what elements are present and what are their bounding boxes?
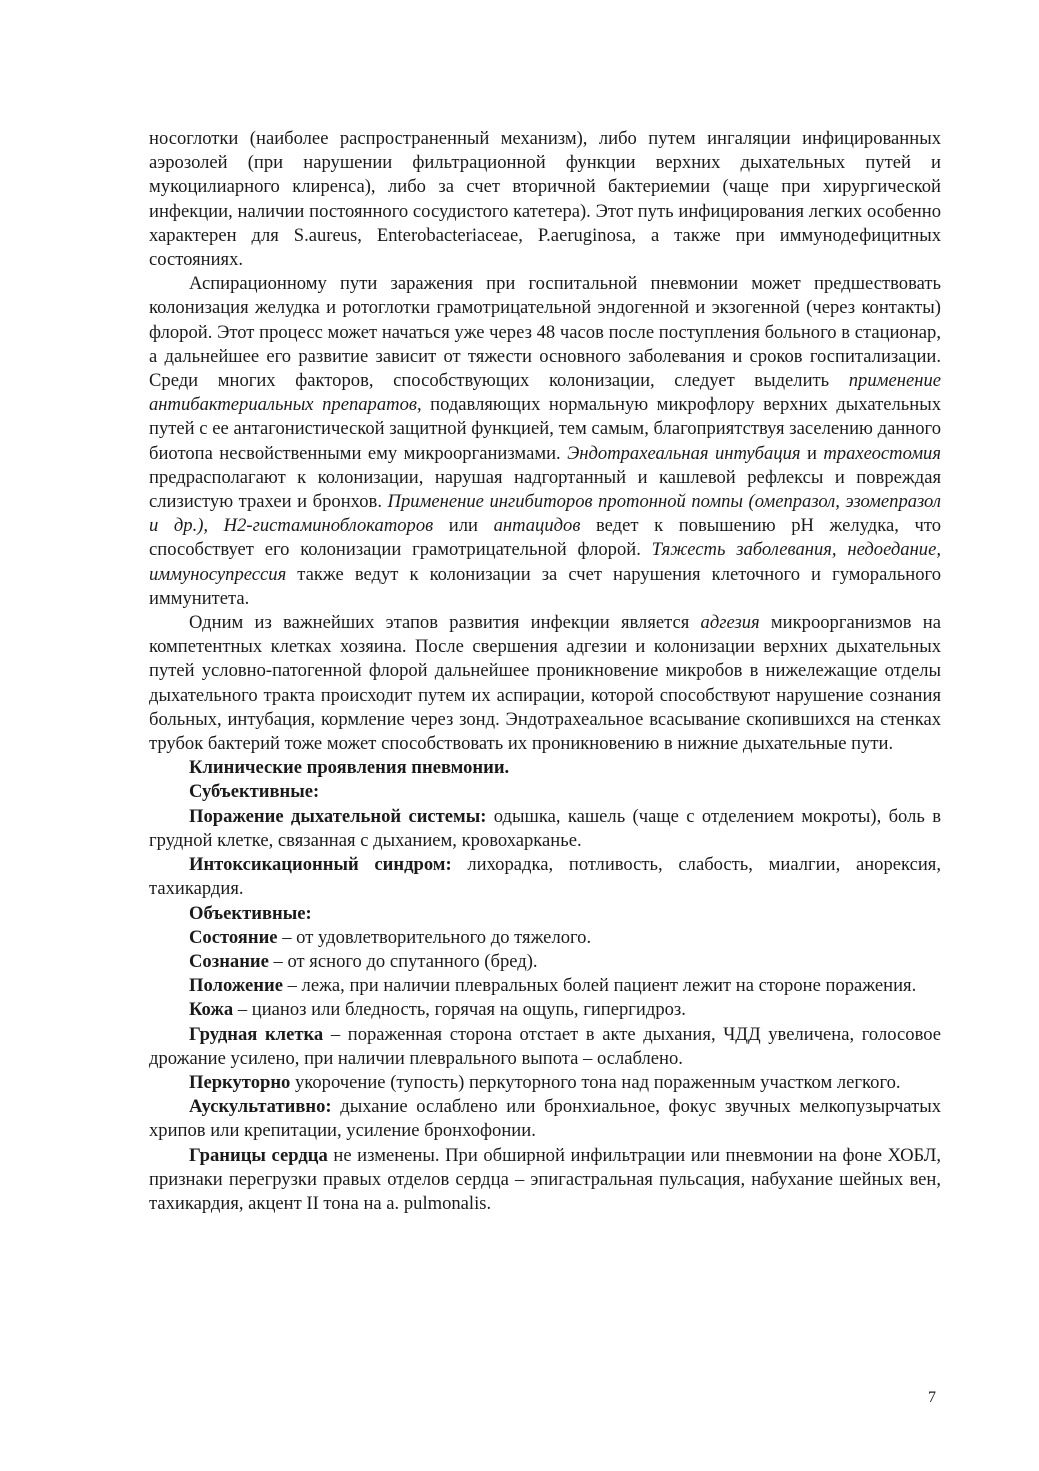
text: – лежа, при наличии плевральных болей пациент лежит на стороне поражения. bbox=[282, 975, 917, 997]
item-percussion bbox=[149, 1071, 941, 1095]
item-chest bbox=[149, 1023, 941, 1071]
text: лихорадка, потливость, слабость, миалгии, анорексия, тахикардия. bbox=[149, 854, 941, 900]
term: Аускультативно: bbox=[189, 1096, 332, 1118]
paragraph-infection-routes: носоглотки (наиболее распространенный механизм), либо путем ингаляции инфицированных аэрозолей (при нарушении фильтрационной функции верхних дыхательных путей и мукоцилиарного клиренса), либо за счет вторичной бактериемии (чаще при хирургической инфекции, наличии постоянного сосудистого катетера). Этот путь инфицирования легких особенно характерен для S.aureus, Enterobacteriaceae, P.aeruginosa, а также при иммунодефицитных состояниях. bbox=[149, 128, 941, 271]
heading-clinical: Клинические проявления пневмонии. bbox=[189, 757, 510, 779]
term: Состояние bbox=[189, 926, 278, 948]
text: Аспирационному пути заражения при госпитальной пневмонии может предшествовать колонизация желудка и ротоглотки грамотрицательной эндогенной и экзогенной (через контакты) флорой. Этот процесс может начаться уже через 48 часов после поступления больного в стационар, а дальнейшее его развитие зависит от тяжести основного заболевания и сроков госпитализации. Среди многих факторов, способствующих колонизации, следует выделить bbox=[149, 273, 941, 392]
item-intoxication bbox=[149, 853, 941, 901]
text: укорочение (тупость) перкуторного тона над пораженным участком легкого. bbox=[290, 1071, 901, 1093]
text: ведет к повышению pH желудка, что способствует его колонизации грамотрицательной флорой. bbox=[149, 515, 941, 561]
item-skin bbox=[149, 998, 941, 1022]
term: Границы сердца bbox=[189, 1144, 328, 1166]
item-position bbox=[149, 974, 941, 998]
text: – цианоз или бледность, горячая на ощупь, гипергидроз. bbox=[233, 999, 686, 1021]
term: Поражение дыхательной системы: bbox=[189, 805, 487, 827]
term: Грудная клетка bbox=[189, 1023, 324, 1045]
text: – пораженная сторона отстает в акте дыхания, ЧДД увеличена, голосовое дрожание усилено, при наличии плеврального выпота – ослаблено. bbox=[149, 1023, 942, 1069]
emphasis: антацидов bbox=[493, 515, 581, 537]
emphasis: Эндотрахеальная интубация bbox=[567, 442, 801, 464]
text: , подавляющих нормальную микрофлору верхних дыхательных путей с ее антагонистической защитной функцией, тем самым, благоприятствуя заселению данного биотопа несвойственными ему микроорганизмами. bbox=[149, 394, 941, 464]
heading-subjective: Субъективные: bbox=[189, 781, 320, 803]
text: одышка, кашель (чаще с отделением мокроты), боль в грудной клетке, связанная с дыханием, кровохарканье. bbox=[149, 805, 941, 851]
item-respiratory bbox=[149, 805, 941, 853]
emphasis: Тяжесть заболевания, недоедание, иммуносупрессия bbox=[149, 539, 941, 585]
term: Интоксикационный синдром: bbox=[189, 854, 452, 876]
term: Сознание bbox=[189, 950, 269, 972]
emphasis: трахеостомия bbox=[823, 442, 941, 464]
text: и bbox=[800, 442, 824, 464]
text: также ведут к колонизации за счет нарушения клеточного и гуморального иммунитета. bbox=[149, 563, 941, 609]
term: Кожа bbox=[189, 999, 234, 1021]
text: микроорганизмов на компетентных клетках хозяина. После свершения адгезии и колонизации верхних дыхательных путей условно-патогенной флорой дальнейшее проникновение микробов в нижележащие отделы дыхательного тракта происходит путем их аспирации, которой способствуют нарушение сознания больных, интубация, кормление через зонд. Эндотрахеальное всасывание скопившихся на стенках трубок бактерий тоже может способствовать их проникновению в нижние дыхательные пути. bbox=[149, 612, 941, 755]
paragraph-aspiration bbox=[149, 272, 941, 611]
item-consciousness bbox=[149, 950, 941, 974]
text: – от ясного до спутанного (бред). bbox=[268, 950, 538, 972]
paragraph-adhesion bbox=[149, 611, 941, 756]
text: предрасполагают к колонизации, нарушая надгортанный и кашлевой рефлексы и повреждая слизистую трахеи и бронхов. bbox=[149, 466, 941, 513]
text: или bbox=[433, 515, 494, 537]
item-auscultation bbox=[149, 1095, 941, 1143]
text: Одним из важнейших этапов развития инфекции является bbox=[189, 612, 701, 634]
emphasis: Применение ингибиторов протонной помпы (омепразол, эзомепразол и др.), Н2-гистаминоблокаторов bbox=[149, 491, 941, 537]
emphasis: применение антибактериальных препаратов bbox=[149, 370, 941, 416]
item-heart-borders bbox=[149, 1144, 941, 1217]
term: Положение bbox=[189, 975, 283, 997]
term: Перкуторно bbox=[189, 1071, 291, 1093]
text: не изменены. При обширной инфильтрации или пневмонии на фоне ХОБЛ, признаки перегрузки правых отделов сердца – эпигастральная пульсация, набухание шейных вен, тахикардия, акцент II тона на а. pulmonalis. bbox=[149, 1144, 941, 1214]
page-number: 7 bbox=[928, 1389, 936, 1406]
text: – от удовлетворительного до тяжелого. bbox=[277, 926, 592, 948]
document-body bbox=[149, 127, 941, 1216]
item-state bbox=[149, 926, 941, 950]
emphasis: адгезия bbox=[700, 612, 760, 634]
text: дыхание ослаблено или бронхиальное, фокус звучных мелкопузырчатых хрипов или крепитации, усиление бронхофонии. bbox=[149, 1096, 941, 1142]
heading-objective: Объективные: bbox=[189, 902, 312, 924]
